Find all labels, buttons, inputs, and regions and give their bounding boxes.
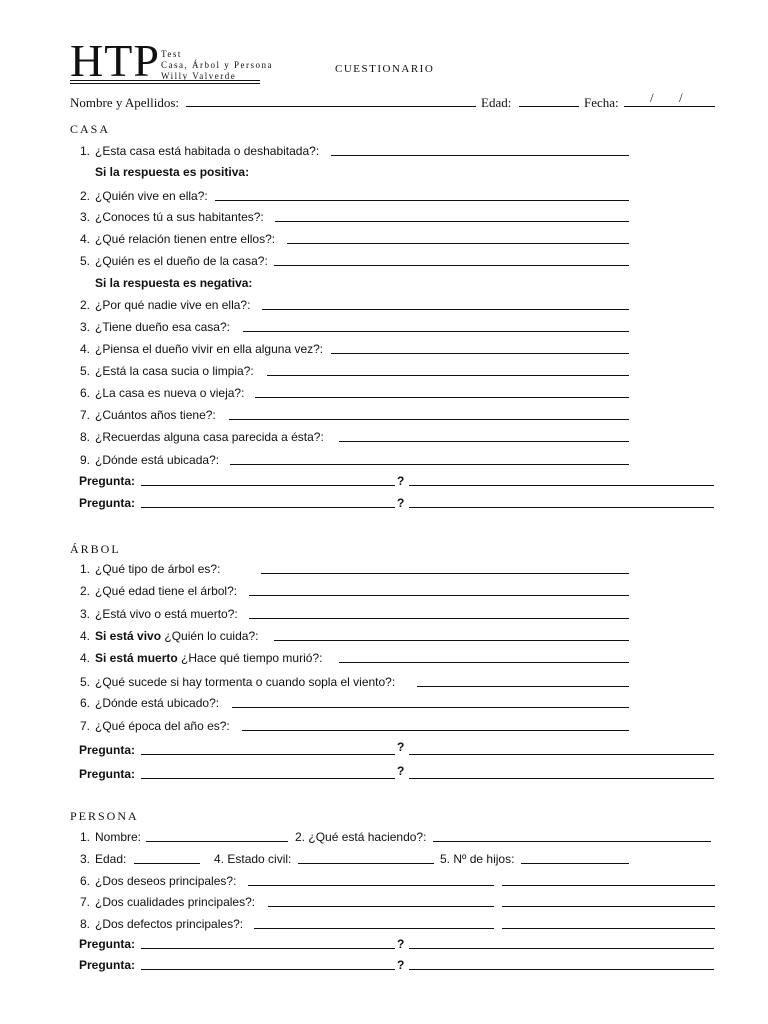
question-number: 6.: [79, 386, 90, 400]
question-number: 8.: [79, 430, 90, 444]
question-mark: ?: [397, 937, 405, 951]
casa-negative-answer-6[interactable]: [255, 397, 629, 398]
persona-answer-2[interactable]: [433, 841, 711, 842]
persona-question-4: [214, 852, 291, 866]
header-rule-bottom: [70, 83, 260, 84]
persona-answer-8b[interactable]: [502, 928, 715, 929]
casa-positive-answer-4[interactable]: [287, 243, 629, 244]
question-number: 3.: [79, 852, 90, 866]
casa-question-1: ¿Esta casa está habitada o deshabitada?:: [95, 144, 320, 158]
persona-question-5-text: Nº de hijos:: [453, 852, 515, 866]
logo: HTP: [70, 35, 160, 86]
question-number: 9.: [79, 453, 90, 467]
arbol-question-3: ¿Está vivo o está muerto?:: [95, 607, 238, 621]
persona-pregunta-answer[interactable]: [409, 948, 714, 949]
date-field[interactable]: [624, 106, 715, 107]
casa-negative-question-5: ¿Está la casa sucia o limpia?:: [95, 364, 254, 378]
arbol-question-4b: [95, 651, 322, 665]
casa-negative-answer-8[interactable]: [339, 441, 629, 442]
casa-positive-answer-3[interactable]: [275, 221, 629, 222]
question-number: 4.: [79, 651, 90, 665]
question-mark: ?: [397, 496, 405, 510]
arbol-question-2: ¿Qué edad tiene el árbol?:: [95, 584, 238, 598]
question-number: 6.: [79, 874, 90, 888]
casa-negative-answer-5[interactable]: [267, 375, 629, 376]
arbol-question-7: ¿Qué época del año es?:: [95, 719, 230, 733]
question-mark: ?: [397, 740, 405, 754]
persona-pregunta-field[interactable]: [141, 969, 395, 970]
question-mark: ?: [397, 764, 405, 778]
question-number: 5.: [79, 254, 90, 268]
casa-positive-question-4: ¿Qué relación tienen entre ellos?:: [95, 232, 276, 246]
question-number: 4.: [79, 232, 90, 246]
question-number: 1.: [79, 144, 90, 158]
persona-pregunta-label: Pregunta:: [79, 958, 136, 972]
date-separator: /: [650, 90, 654, 105]
casa-negative-heading: Si la respuesta es negativa:: [95, 276, 253, 290]
casa-negative-question-4: ¿Piensa el dueño vivir en ella alguna vez?:: [95, 342, 324, 356]
name-label: Nombre y Apellidos:: [70, 95, 180, 110]
arbol-answer-1[interactable]: [261, 573, 629, 574]
casa-pregunta-label: Pregunta:: [79, 496, 136, 510]
header-subtitle-name: Casa, Árbol y Persona: [161, 60, 273, 70]
persona-answer-4[interactable]: [298, 863, 434, 864]
persona-pregunta-field[interactable]: [141, 948, 395, 949]
arbol-question-4b-condition: Si está muerto: [95, 651, 178, 665]
arbol-pregunta-label: Pregunta:: [79, 767, 136, 781]
persona-answer-3[interactable]: [134, 863, 200, 864]
casa-negative-answer-2[interactable]: [262, 309, 629, 310]
persona-question-5-number: 5.: [440, 852, 451, 866]
casa-pregunta-answer[interactable]: [409, 485, 714, 486]
arbol-pregunta-field[interactable]: [141, 754, 395, 755]
question-number: 7.: [79, 408, 90, 422]
question-number: 2.: [79, 298, 90, 312]
question-number: 8.: [79, 917, 90, 931]
casa-pregunta-label: Pregunta:: [79, 474, 136, 488]
arbol-question-1: ¿Qué tipo de árbol es?:: [95, 562, 221, 576]
arbol-answer-2[interactable]: [249, 595, 629, 596]
casa-pregunta-field[interactable]: [141, 485, 395, 486]
persona-question-2: [295, 830, 426, 844]
persona-answer-6b[interactable]: [502, 885, 715, 886]
arbol-answer-3[interactable]: [249, 618, 629, 619]
arbol-answer-7[interactable]: [242, 730, 629, 731]
persona-answer-1[interactable]: [146, 841, 288, 842]
arbol-answer-4b[interactable]: [339, 662, 629, 663]
persona-pregunta-answer[interactable]: [409, 969, 714, 970]
persona-answer-6a[interactable]: [248, 885, 494, 886]
question-number: 2.: [79, 189, 90, 203]
arbol-question-6: ¿Dónde está ubicado?:: [95, 696, 220, 710]
arbol-pregunta-answer[interactable]: [409, 778, 714, 779]
casa-negative-answer-3[interactable]: [243, 331, 629, 332]
date-label: Fecha:: [584, 95, 619, 110]
question-number: 1.: [79, 830, 90, 844]
persona-question-4-text: Estado civil:: [227, 852, 292, 866]
casa-negative-question-7: ¿Cuántos años tiene?:: [95, 408, 216, 422]
header-subtitle-author: Willy Valverde: [161, 71, 237, 81]
casa-negative-question-8: ¿Recuerdas alguna casa parecida a ésta?:: [95, 430, 324, 444]
name-field[interactable]: [186, 106, 476, 107]
question-number: 7.: [79, 895, 90, 909]
arbol-answer-6[interactable]: [232, 707, 629, 708]
arbol-question-5: ¿Qué sucede si hay tormenta o cuando sopla el viento?:: [95, 675, 396, 689]
persona-question-6: ¿Dos deseos principales?:: [95, 874, 237, 888]
casa-negative-question-6: ¿La casa es nueva o vieja?:: [95, 386, 245, 400]
page-title: CUESTIONARIO: [335, 63, 435, 75]
persona-answer-7a[interactable]: [268, 906, 494, 907]
casa-negative-answer-7[interactable]: [229, 419, 629, 420]
persona-answer-8a[interactable]: [254, 928, 494, 929]
question-number: 4.: [79, 342, 90, 356]
section-casa-title: CASA: [70, 122, 111, 136]
question-number: 2.: [79, 584, 90, 598]
age-field[interactable]: [519, 106, 579, 107]
arbol-answer-4a[interactable]: [274, 640, 629, 641]
persona-answer-5[interactable]: [521, 863, 629, 864]
casa-positive-question-5: ¿Quién es el dueño de la casa?:: [95, 254, 268, 268]
persona-question-5: [440, 852, 514, 866]
header-rule-top: [70, 80, 260, 81]
casa-positive-heading: Si la respuesta es positiva:: [95, 165, 250, 179]
question-number: 3.: [79, 320, 90, 334]
question-number: 4.: [79, 629, 90, 643]
casa-negative-question-3: ¿Tiene dueño esa casa?:: [95, 320, 230, 334]
question-mark: ?: [397, 474, 405, 488]
casa-answer-1[interactable]: [331, 155, 629, 156]
arbol-question-4b-text: ¿Hace qué tiempo murió?:: [181, 651, 323, 665]
casa-negative-answer-4[interactable]: [331, 353, 629, 354]
question-number: 5.: [79, 675, 90, 689]
question-number: 1.: [79, 562, 90, 576]
casa-negative-answer-9[interactable]: [230, 464, 629, 465]
casa-positive-question-3: ¿Conoces tú a sus habitantes?:: [95, 210, 264, 224]
section-persona-title: PERSONA: [70, 809, 139, 823]
header-subtitle-test: Test: [161, 49, 182, 59]
persona-answer-7b[interactable]: [502, 906, 715, 907]
arbol-answer-5[interactable]: [417, 686, 629, 687]
question-number: 6.: [79, 696, 90, 710]
persona-question-3: Edad:: [95, 852, 127, 866]
arbol-pregunta-field[interactable]: [141, 778, 395, 779]
question-number: 5.: [79, 364, 90, 378]
question-number: 7.: [79, 719, 90, 733]
arbol-question-4a-text: ¿Quién lo cuida?:: [164, 629, 259, 643]
age-label: Edad:: [481, 95, 512, 110]
persona-question-4-number: 4.: [214, 852, 225, 866]
casa-pregunta-field[interactable]: [141, 507, 395, 508]
question-number: 3.: [79, 210, 90, 224]
persona-question-8: ¿Dos defectos principales?:: [95, 917, 244, 931]
persona-question-7: ¿Dos cualidades principales?:: [95, 895, 256, 909]
casa-negative-question-2: ¿Por qué nadie vive en ella?:: [95, 298, 251, 312]
arbol-question-4a: [95, 629, 258, 643]
casa-positive-answer-5[interactable]: [274, 265, 629, 266]
casa-pregunta-answer[interactable]: [409, 507, 714, 508]
persona-question-2-number: 2.: [295, 830, 306, 844]
casa-positive-question-2: ¿Quién vive en ella?:: [95, 189, 208, 203]
arbol-pregunta-answer[interactable]: [409, 754, 714, 755]
persona-pregunta-label: Pregunta:: [79, 937, 136, 951]
persona-question-1: Nombre:: [95, 830, 142, 844]
date-separator: /: [679, 90, 683, 105]
question-mark: ?: [397, 958, 405, 972]
question-number: 3.: [79, 607, 90, 621]
arbol-question-4a-condition: Si está vivo: [95, 629, 162, 643]
section-arbol-title: ÁRBOL: [70, 542, 121, 556]
casa-positive-answer-2[interactable]: [215, 200, 629, 201]
casa-negative-question-9: ¿Dónde está ubicada?:: [95, 453, 220, 467]
persona-question-2-text: ¿Qué está haciendo?:: [308, 830, 427, 844]
arbol-pregunta-label: Pregunta:: [79, 743, 136, 757]
